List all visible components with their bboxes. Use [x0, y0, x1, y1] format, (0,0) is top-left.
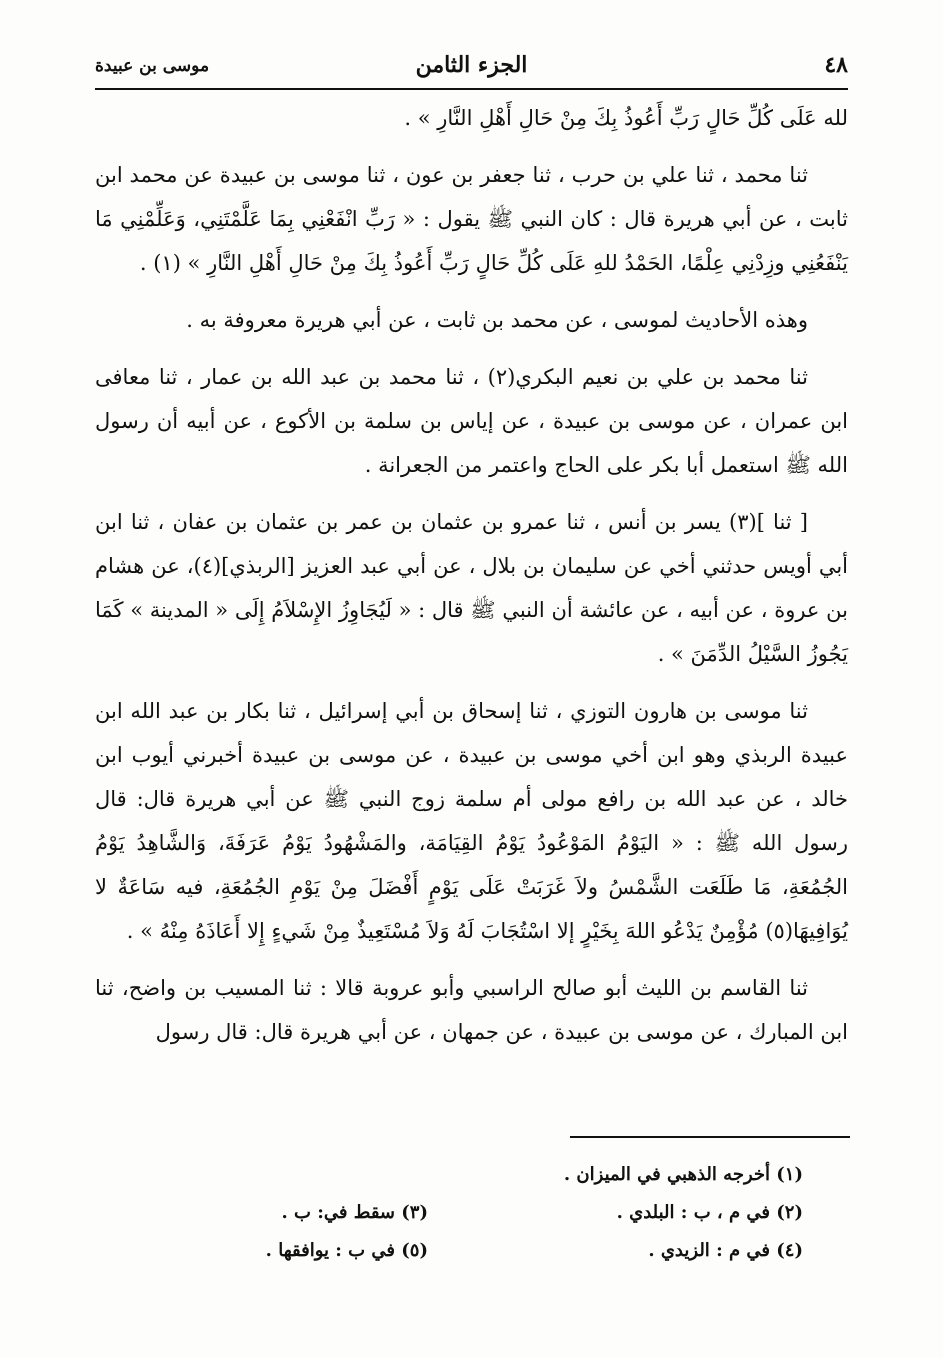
page-header	[95, 52, 848, 86]
footnote-5: (٥) في ب : يوافقها .	[265, 1240, 428, 1261]
paragraph: ثنا محمد ، ثنا علي بن حرب ، ثنا جعفر بن عون ، ثنا موسى بن عبيدة عن محمد ابن ثابت ، عن أبي هريرة قال : كان النبي ﷺ يقول : « رَبِّ انْفَعْنِي بِمَا عَلَّمْتَنِي، وَعَلِّمْنِي مَا يَنْفَعُنِي وزِدْنِي عِلْمًا، الحَمْدُ للهِ عَلَى كُلِّ حَالٍ رَبِّ أَعُوذُ بِكَ مِنْ حَالِ أَهْلِ النَّارِ » (١) .	[95, 163, 848, 275]
footnote-rule	[570, 1136, 850, 1138]
header-rule	[95, 88, 848, 90]
paragraph: لله عَلَى كُلِّ حَالٍ رَبِّ أَعُوذُ بِكَ مِنْ حَالِ أَهْلِ النَّارِ » .	[404, 106, 848, 130]
paragraph: وهذه الأحاديث لموسى ، عن محمد بن ثابت ، عن أبي هريرة معروفة به .	[186, 308, 808, 332]
footnote-2: (٢) في م ، ب : البلدي .	[616, 1202, 803, 1223]
paragraph: ثنا محمد بن علي بن نعيم البكري(٢) ، ثنا محمد بن عبد الله بن عمار ، ثنا معافى ابن عمران ، عن موسى بن عبيدة ، عن إياس بن سلمة بن الأكوع ، عن أبيه أن رسول الله ﷺ استعمل أبا بكر على الحاج واعتمر من الجعرانة .	[95, 365, 848, 477]
main-text	[95, 96, 848, 1067]
footnote-1: (١) أخرجه الذهبي في الميزان .	[563, 1164, 803, 1185]
footnote-row	[95, 1156, 848, 1194]
volume-title: الجزء الثامن	[415, 52, 528, 78]
footnote-3: (٣) سقط في: ب .	[281, 1202, 428, 1223]
running-title: موسى بن عبيدة	[95, 56, 210, 76]
footnote-row	[95, 1232, 848, 1270]
page-number: ٤٨	[824, 52, 848, 78]
footnotes	[95, 1156, 848, 1270]
footnote-row	[95, 1194, 848, 1232]
footnote-4: (٤) في م : الزيدي .	[648, 1240, 803, 1261]
paragraph: ثنا موسى بن هارون التوزي ، ثنا إسحاق بن أبي إسرائيل ، ثنا بكار بن عبد الله ابن عبيدة الربذي وهو ابن أخي موسى بن عبيدة ، عن موسى بن عبيدة أخبرني أيوب ابن خالد ، عن عبد الله بن رافع مولى أم سلمة زوج النبي ﷺ عن أبي هريرة قال: قال رسول الله ﷺ : « اليَوْمُ المَوْعُودُ يَوْمُ القِيَامَة، والمَشْهُودُ يَوْمُ عَرَفَةَ، وَالشَّاهِدُ يَوْمُ الجُمُعَةِ، مَا طَلَعَت الشَّمْسُ ولاَ غَرَبَتْ عَلَى يَوْمٍ أَفْضَلَ مِنْ يَوْمِ الجُمُعَةِ، فيه سَاعَةٌ لا يُوَافِيهَا(٥) مُؤْمِنٌ يَدْعُو اللهَ بِخَيْرٍ إلا اسْتُجَابَ لَهُ وَلاَ مُسْتَعِيذٌ مِنْ شَيءٍ إِلا أَعَاذَهُ مِنْهُ » .	[95, 699, 848, 943]
paragraph: [ ثنا ](٣) يسر بن أنس ، ثنا عمرو بن عثمان بن عمر بن عثمان بن عفان ، ثنا ابن أبي أويس حدثني أخي عن سليمان بن بلال ، عن أبي عبد العزيز [الربذي](٤)، عن هشام بن عروة ، عن أبيه ، عن عائشة أن النبي ﷺ قال : « لَيُجَاوِزُ الإِسْلاَمُ إِلَى « المدينة » كَمَا يَجُوزُ السَّيْلُ الدِّمَنَ » .	[95, 510, 849, 666]
paragraph: ثنا القاسم بن الليث أبو صالح الراسبي وأبو عروبة قالا : ثنا المسيب بن واضح، ثنا ابن المبارك ، عن موسى بن عبيدة ، عن جمهان ، عن أبي هريرة قال: قال رسول	[95, 976, 848, 1044]
